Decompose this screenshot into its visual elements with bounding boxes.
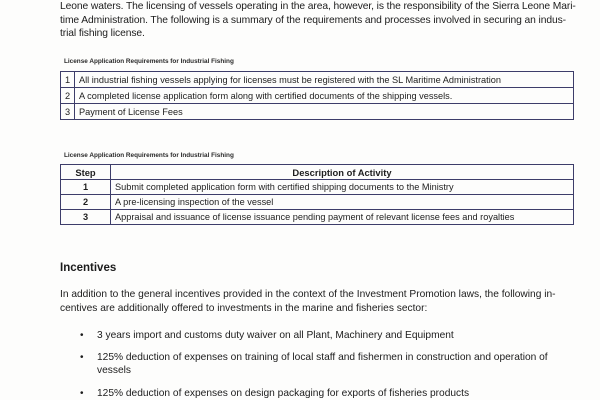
step-description: Submit completed application form with certified shipping documents to the Ministry	[111, 180, 574, 195]
table2-caption: License Application Requirements for Industrial Fishing	[64, 152, 234, 159]
step-description: Appraisal and issuance of license issuance pending payment of relevant license fees and royalties	[111, 210, 574, 225]
step-number: 2	[61, 195, 111, 210]
requirement-text: A completed license application form along with certified documents of the shipping vessels.	[75, 88, 574, 104]
paragraph-line: In addition to the general incentives provided in the context of the Investment Promotion laws, the following in-	[60, 289, 556, 300]
paragraph-line: centives are additionally offered to investments in the marine and fisheries sector:	[60, 303, 428, 314]
table-row	[61, 104, 574, 120]
intro-paragraph	[60, 0, 580, 41]
row-number: 2	[61, 88, 75, 104]
table-header-row	[61, 165, 574, 180]
bullet-text: 125% deduction of expenses on design packaging for exports of fisheries products	[97, 387, 470, 399]
bullet-text: 3 years import and customs duty waiver on all Plant, Machinery and Equipment	[97, 330, 454, 341]
step-description: A pre-licensing inspection of the vessel	[111, 195, 574, 210]
step-column-header: Step	[61, 165, 111, 180]
bullet-text: 125% deduction of expenses on training of local staff and fishermen in construction and operation of	[97, 351, 548, 363]
list-item	[80, 351, 580, 378]
incentives-list	[80, 329, 580, 400]
table-row	[61, 210, 574, 225]
bullet-icon: •	[80, 351, 84, 363]
table-row	[61, 72, 574, 88]
list-item	[80, 387, 580, 400]
list-item	[80, 329, 580, 343]
requirement-text: All industrial fishing vessels applying for licenses must be registered with the SL Maritime Administration	[75, 72, 574, 88]
bullet-icon: •	[80, 387, 84, 399]
row-number: 1	[61, 72, 75, 88]
step-number: 3	[61, 210, 111, 225]
description-column-header: Description of Activity	[111, 165, 574, 180]
bullet-text: vessels	[97, 365, 131, 376]
row-number: 3	[61, 104, 75, 120]
intro-line: Leone waters. The licensing of vessels operating in the area, however, is the responsibility of the Sierra Leone Mari-	[60, 1, 576, 12]
process-steps-table	[60, 164, 574, 225]
table1-caption: License Application Requirements for Industrial Fishing	[64, 58, 234, 65]
bullet-icon: •	[80, 330, 84, 341]
requirements-table	[60, 71, 574, 120]
incentives-paragraph	[60, 288, 580, 316]
table-row	[61, 88, 574, 104]
table-row	[61, 180, 574, 195]
intro-line: time Administration. The following is a summary of the requirements and processes involved in securing an indus-	[60, 14, 566, 26]
section-heading: Incentives	[60, 262, 117, 274]
intro-line: trial fishing license.	[60, 28, 145, 39]
table-row	[61, 195, 574, 210]
step-number: 1	[61, 180, 111, 195]
requirement-text: Payment of License Fees	[75, 104, 574, 120]
